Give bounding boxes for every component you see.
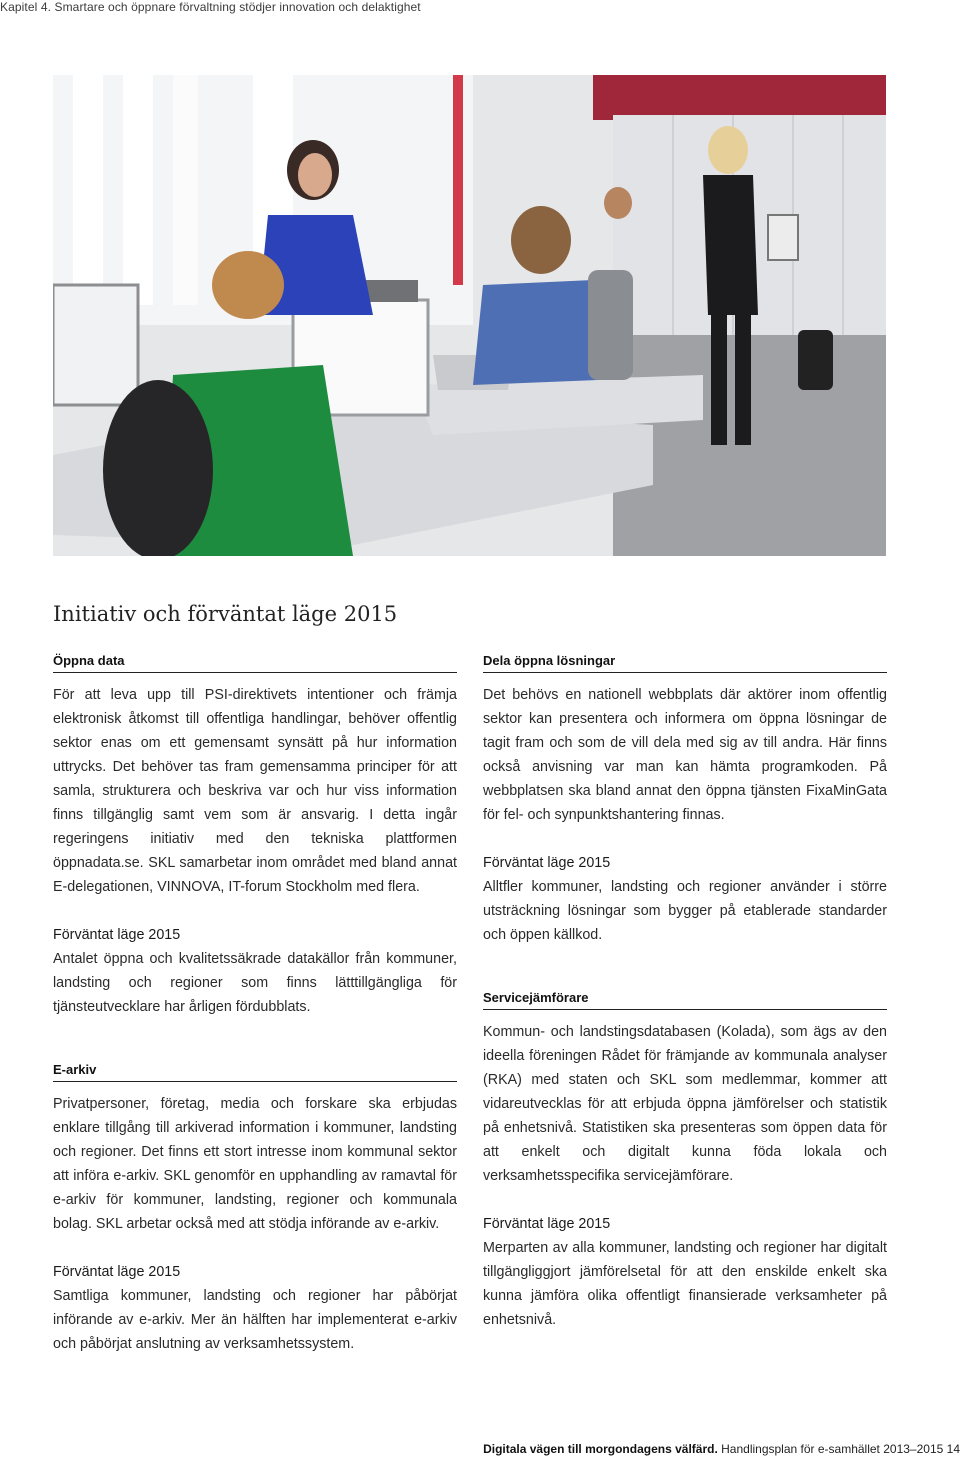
heading-oppna-data: Öppna data xyxy=(53,652,457,673)
footer-title: Digitala vägen till morgondagens välfärd. xyxy=(483,1442,718,1456)
paragraph-e-arkiv: Privatpersoner, företag, media och forskare ska erbjudas enklare tillgång till arkiverad information i kommuner, landsting och regioner. Det finns ett stort intresse inom kommunal sektor att införa e-arkiv. SKL genomför en upphandling av ramavtal för e-arkiv för kommuner, landsting, regioner och kommunala bolag. SKL arbetar också med att stödja införande av e-arkiv. xyxy=(53,1096,457,1232)
page-number: 14 xyxy=(946,1442,960,1456)
paragraph-service: Kommun- och landstingsdatabasen (Kolada), som ägs av den ideella föreningen Rådet för främjande av kommunala analyser (RKA) med staten och SKL som medlemmar, kommer att vidareutvecklas för att erbjuda öppna jämförelser och statistik på enhetsnivå. Statistiken ska presenteras som öppen data för att enkelt och digitalt kunna föda lokala och verksamhetsspecifika servicejämförare. xyxy=(483,1024,887,1184)
right-column xyxy=(483,652,887,1332)
expected-label-oppna-data: Förväntat läge 2015 xyxy=(53,927,181,943)
expected-label-e-arkiv: Förväntat läge 2015 xyxy=(53,1264,181,1280)
heading-servicejamforare: Servicejämförare xyxy=(483,989,887,1010)
expected-body-service: Merparten av alla kommuner, landsting och regioner har digitalt tillgängliggjort jämförelsetal för att den enskilde enkelt ska kunna jämföra olika offentligt finansierade verksamheter på enhetsnivå. xyxy=(483,1240,887,1328)
running-head: Kapitel 4. Smartare och öppnare förvaltning stödjer innovation och delaktighet xyxy=(0,0,421,14)
office-photo-illustration xyxy=(53,75,886,556)
expected-body-e-arkiv: Samtliga kommuner, landsting och regioner har påbörjat införande av e-arkiv. Mer än hälften har implementerat e-arkiv och påbörjat anslutning av verksamhetssystem. xyxy=(53,1288,457,1352)
expected-label-dela: Förväntat läge 2015 xyxy=(483,855,611,871)
expected-body-oppna-data: Antalet öppna och kvalitetssäkrade datakällor från kommuner, landsting och regioner som finns lätttillgängliga för tjänsteutvecklare har årligen fördubblats. xyxy=(53,951,457,1015)
footer-subtitle: Handlingsplan för e-samhället 2013–2015 xyxy=(721,1442,944,1456)
expected-body-dela: Alltfler kommuner, landsting och regioner använder i större utsträckning lösningar som bygger på etablerade standarder och öppen källkod. xyxy=(483,879,887,943)
heading-e-arkiv: E-arkiv xyxy=(53,1061,457,1082)
office-photo xyxy=(53,75,886,556)
paragraph-dela: Det behövs en nationell webbplats där aktörer inom offentlig sektor kan presentera och informera om öppna lösningar de tagit fram och som de vill dela med sig av till andra. Här finns också anvisning var man kan hämta programkoden. På webbplatsen ska bland annat den öppna tjänsten FixaMinGata för fel- och synpunktshantering finnas. xyxy=(483,687,887,823)
left-column xyxy=(53,652,457,1356)
paragraph-oppna-data: För att leva upp till PSI-direktivets intentioner och främja elektronisk åtkomst till offentliga handlingar, behöver offentlig sektor enas om ett gemensamt synsätt på hur information uttrycks. Det behöver tas fram gemensamma principer för att samla, strukturera och beskriva var och hur viss information finns tillgänglig samt vem som är ansvarig. I detta ingår regeringens initiativ med den tekniska plattformen öppnadata.se. SKL samarbetar inom området med bland annat E-delegationen, VINNOVA, IT-forum Stockholm med flera. xyxy=(53,687,457,895)
section-title: Initiativ och förväntat läge 2015 xyxy=(53,602,398,626)
page-footer xyxy=(483,1442,960,1456)
expected-label-service: Förväntat läge 2015 xyxy=(483,1216,611,1232)
heading-dela-oppna-losningar: Dela öppna lösningar xyxy=(483,652,887,673)
